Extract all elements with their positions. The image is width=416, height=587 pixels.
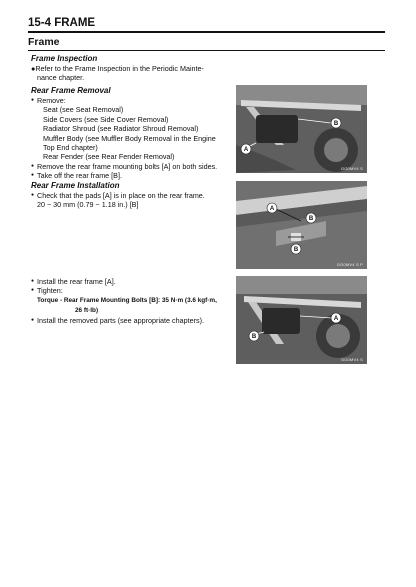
photo-1-code: GG0MV4 S	[340, 166, 363, 171]
photo-3-callout-a: A	[333, 316, 339, 322]
step-take-off-frame: ● Take off the rear frame [B].	[31, 171, 241, 180]
remove-item-muffler-body-cont: Top End chapter)	[43, 143, 98, 153]
rear-frame-removal-steps	[31, 96, 241, 181]
photo-rear-frame-pads	[236, 181, 367, 269]
header-rule	[28, 31, 385, 33]
torque-line-2: 26 ft·lb)	[75, 306, 99, 314]
remove-item-muffler-body: Muffler Body (see Muffler Body Removal in the Engine	[43, 133, 216, 143]
remove-item-side-covers: Side Covers (see Side Cover Removal)	[43, 114, 169, 124]
step-install-frame: ● Install the rear frame [A].	[31, 277, 241, 286]
chapter-title: 15-4 FRAME	[28, 17, 96, 29]
photo-3-callout-b: B	[251, 334, 257, 340]
installation-check	[31, 191, 241, 210]
frame-inspection-heading: Frame Inspection	[31, 54, 98, 63]
photo-2-callout-b-2: B	[293, 247, 299, 253]
frame-inspection-text	[31, 64, 241, 83]
rear-frame-removal-heading: Rear Frame Removal	[31, 86, 111, 95]
remove-item-rear-fender: Rear Fender (see Rear Fender Removal)	[43, 152, 175, 162]
section-title: Frame	[28, 36, 60, 48]
section-rule	[28, 50, 385, 51]
photo-2-callout-b-1: B	[308, 216, 314, 222]
rear-frame-installation-heading: Rear Frame Installation	[31, 181, 120, 190]
step-remove-bolts: ● Remove the rear frame mounting bolts [A] on both sides.	[31, 162, 241, 171]
photo-2-code: GG0MV4 S P	[336, 262, 363, 267]
photo-1-drawing	[236, 85, 367, 173]
photo-3-code: GG0MV4 S	[340, 357, 363, 362]
torque-spec	[31, 296, 246, 315]
installation-steps	[31, 277, 241, 296]
photo-rear-frame-removal	[236, 85, 367, 173]
photo-2-callout-a: A	[269, 206, 275, 212]
inspection-line-2: nance chapter.	[37, 73, 85, 83]
remove-item-seat: Seat (see Seat Removal)	[43, 105, 124, 115]
torque-line-1: Torque - Rear Frame Mounting Bolts [B]: 35 N·m (3.6 kgf·m,	[37, 297, 217, 304]
remove-item-radiator-shroud: Radiator Shroud (see Radiator Shroud Removal)	[43, 124, 199, 134]
photo-1-callout-b: B	[333, 121, 339, 127]
photo-2-drawing	[236, 181, 367, 269]
photo-rear-frame-install	[236, 276, 367, 364]
remove-label: ● Remove:	[31, 96, 241, 105]
installation-final	[31, 316, 241, 325]
inspection-line-1: ●Refer to the Frame Inspection in the Periodic Mainte-	[31, 64, 204, 73]
step-check-pads: ● Check that the pads [A] is in place on the rear frame.	[31, 191, 241, 200]
step-install-parts: ● Install the removed parts (see appropriate chapters).	[31, 316, 241, 325]
pad-spec: 20 ~ 30 mm (0.79 ~ 1.18 in.) [B]	[37, 200, 139, 210]
photo-3-drawing	[236, 276, 367, 364]
photo-1-callout-a: A	[243, 147, 249, 153]
step-tighten: ● Tighten:	[31, 286, 241, 295]
page-header	[28, 17, 385, 51]
